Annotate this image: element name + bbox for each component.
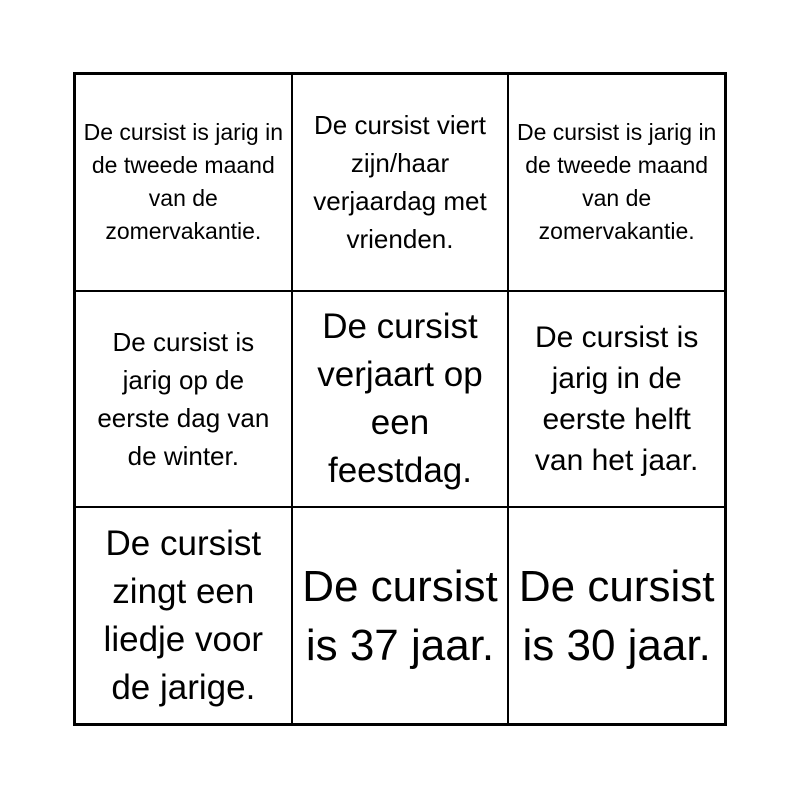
bingo-cell-5[interactable] — [292, 291, 509, 508]
bingo-cell-8[interactable] — [292, 507, 509, 724]
bingo-cell-text: De cursist viert zijn/haar verjaardag met vrienden. — [313, 110, 487, 255]
bingo-cell-text: De cursist verjaart op een feestdag. — [317, 306, 483, 490]
bingo-board — [73, 72, 727, 726]
bingo-cell-text: De cursist is 37 jaar. — [302, 561, 498, 670]
bingo-cell-9[interactable] — [508, 507, 725, 724]
bingo-cell-7[interactable] — [75, 507, 292, 724]
bingo-cell-4[interactable] — [75, 291, 292, 508]
bingo-cell-1[interactable] — [75, 74, 292, 291]
bingo-cell-text: De cursist is 30 jaar. — [518, 561, 715, 670]
bingo-cell-text: De cursist is jarig in de tweede maand van de zomervakantie. — [83, 119, 284, 245]
bingo-cell-text: De cursist is jarig op de eerste dag van de winter. — [97, 326, 270, 471]
bingo-cell-text: De cursist zingt een liedje voor de jarige. — [103, 523, 264, 707]
bingo-cell-text: De cursist is jarig in de eerste helft van het jaar. — [534, 320, 699, 477]
bingo-cell-2[interactable] — [292, 74, 509, 291]
bingo-cell-6[interactable] — [508, 291, 725, 508]
bingo-cell-3[interactable] — [508, 74, 725, 291]
bingo-cell-text: De cursist is jarig in de tweede maand van de zomervakantie. — [516, 119, 717, 245]
